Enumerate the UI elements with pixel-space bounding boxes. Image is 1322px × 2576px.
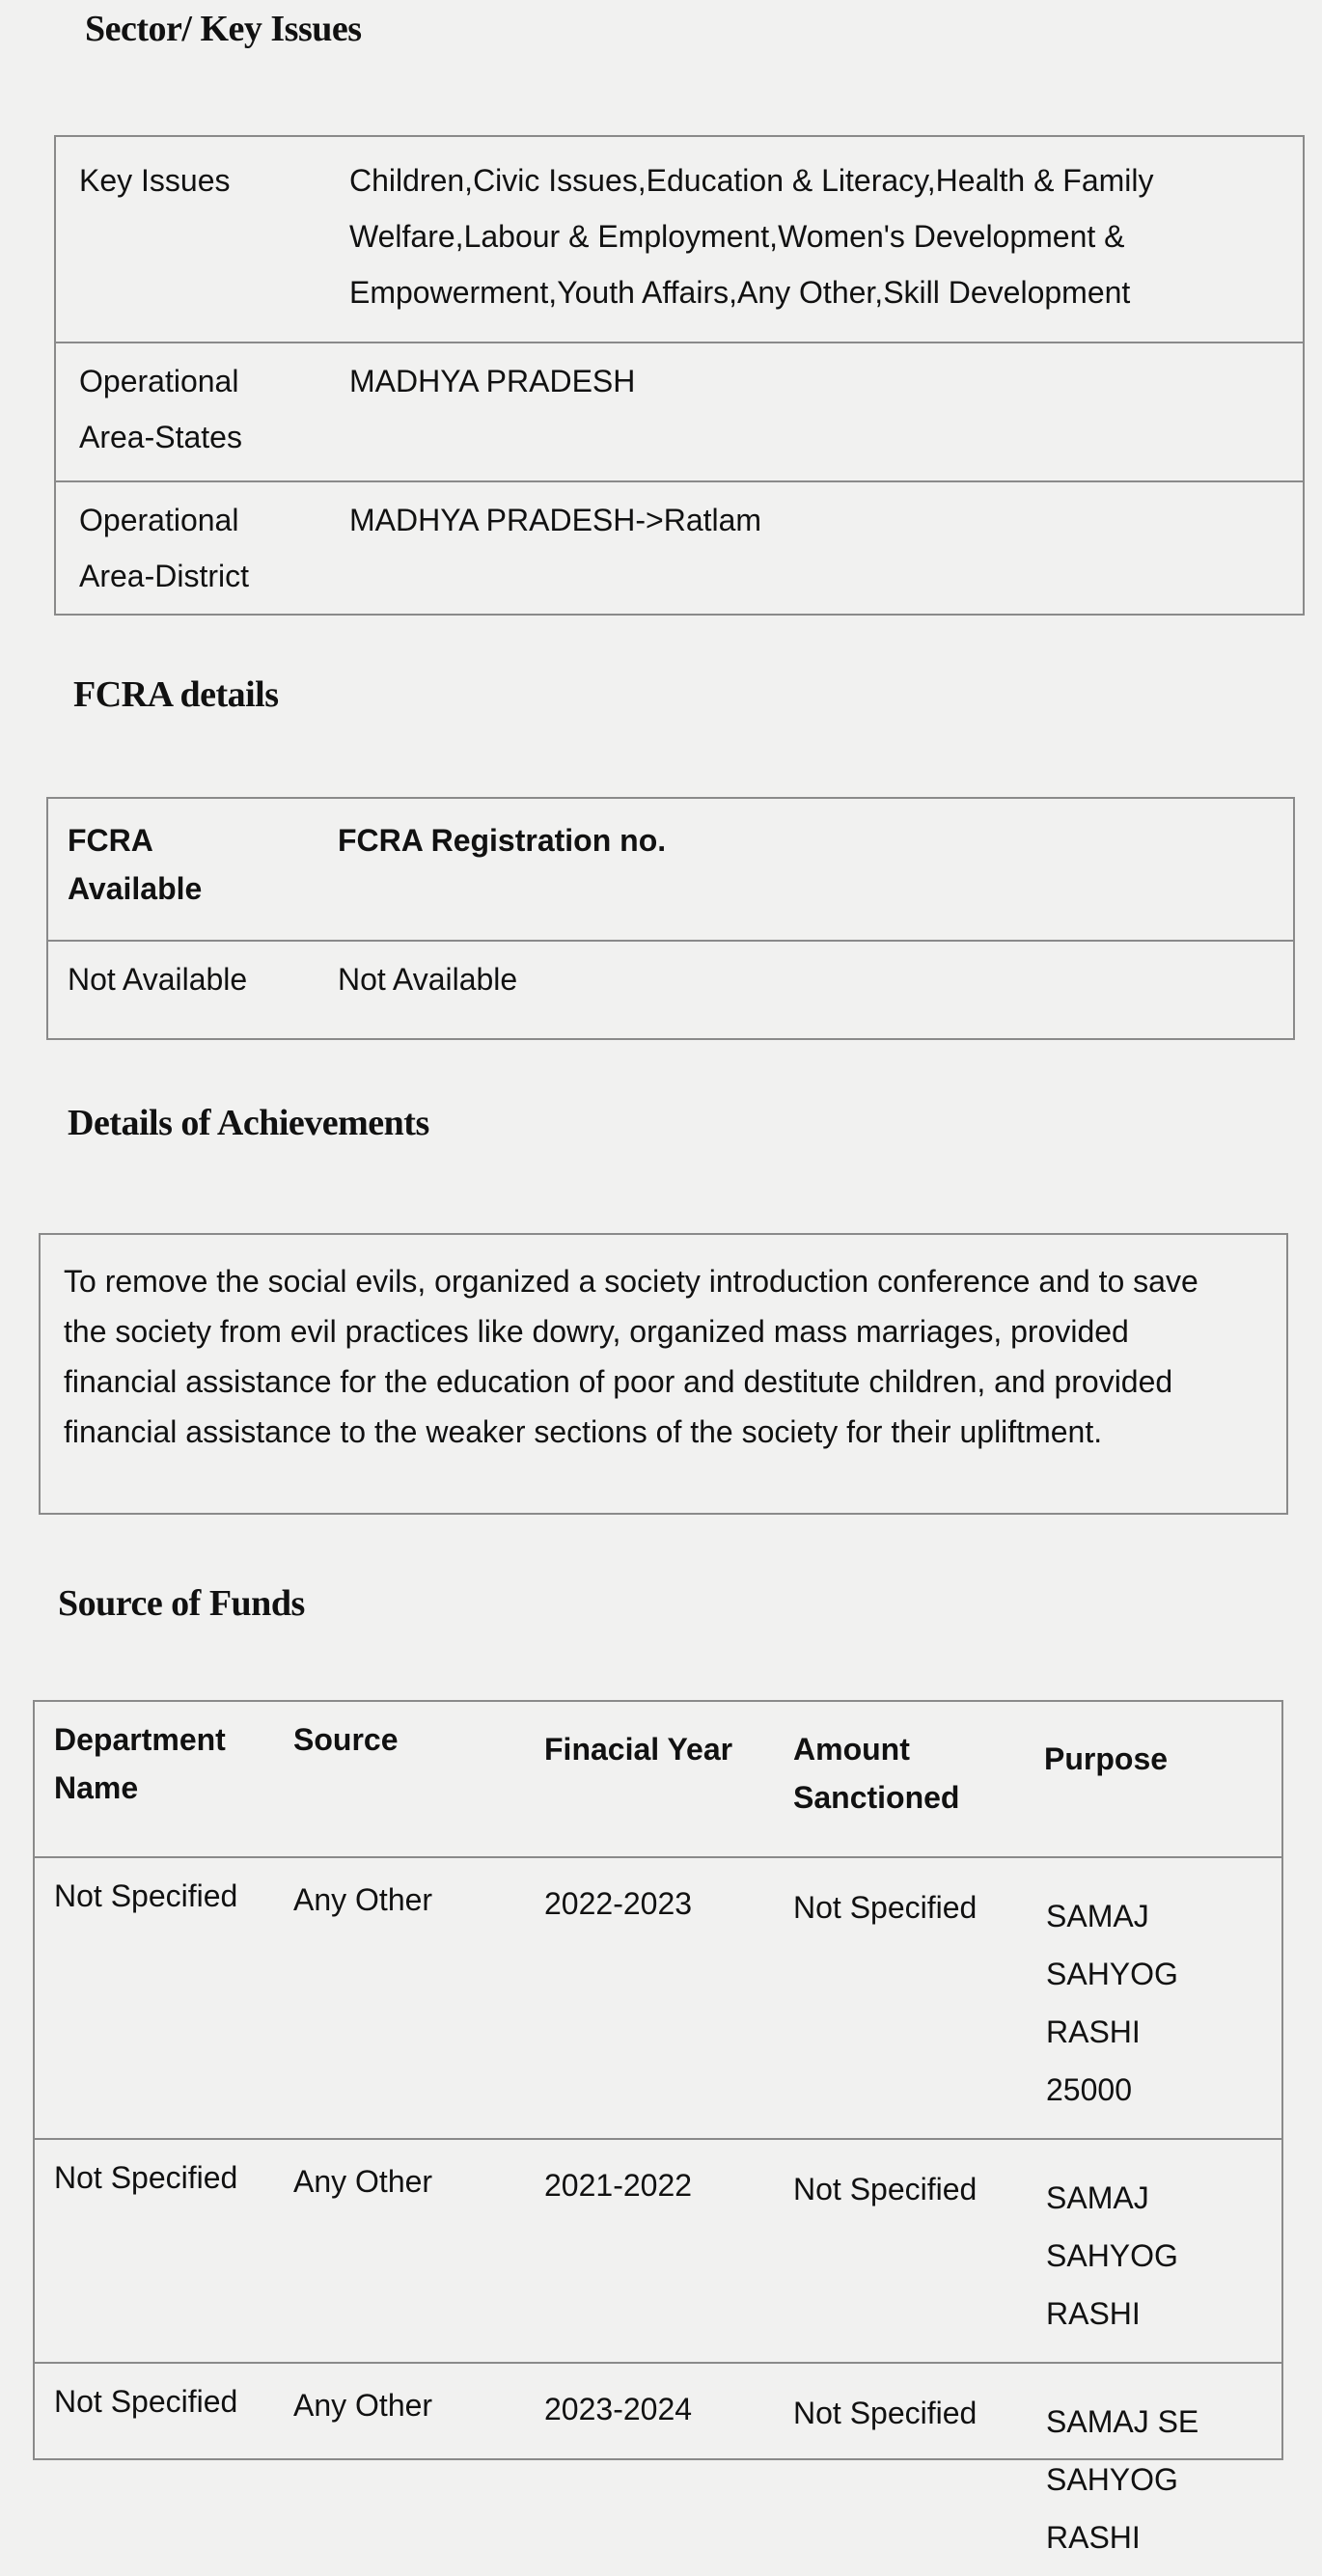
purpose-line: SAMAJ [1046,2180,1149,2215]
purpose-cell [1034,2139,1281,2363]
sector-key-issues-heading: Sector/ Key Issues [85,9,362,49]
table-row [56,137,1303,343]
column-header: Purpose [1044,1741,1169,1776]
year-cell: 2021-2022 [535,2139,784,2363]
department-cell: Not Specified [35,2363,284,2576]
column-header: Finacial Year [544,1732,733,1767]
purpose-line: SAMAJ [1046,1899,1149,1933]
column-header: Amount Sanctioned [793,1732,960,1815]
purpose-line: SAHYOG [1046,1957,1178,1991]
table-cell: Not Available [48,941,338,1017]
achievements-text: To remove the social evils, organized a society introduction conference and to save the society from evil practices like dowry, organized mass marriages, provided financial assistance for the education of poor and destitute children, and provided financial assistance to the weaker sections of the society for their upliftment. [64,1264,1198,1449]
source-of-funds-heading: Source of Funds [58,1583,305,1624]
purpose-line: RASHI [1046,2296,1141,2331]
row-value: Children,Civic Issues,Education & Literacy,Health & Family Welfare,Labour & Employment,Women's Development & Empowerment,Youth Affairs,Any Other,Skill Development [349,163,1154,310]
table-row [56,481,1303,614]
purpose-line: RASHI [1046,2014,1141,2049]
row-value: MADHYA PRADESH->Ratlam [349,481,1303,614]
row-label: Key Issues [79,163,231,198]
row-value: MADHYA PRADESH [349,343,1303,481]
source-cell: Any Other [284,1857,535,2139]
source-cell: Any Other [284,2139,535,2363]
purpose-line: SAHYOG [1046,2462,1178,2497]
table-row [48,941,1293,1017]
achievements-heading: Details of Achievements [68,1103,429,1143]
source-cell: Any Other [284,2363,535,2576]
column-header: FCRA Registration no. [338,823,667,858]
purpose-line: RASHI [1046,2520,1141,2555]
fcra-table [46,797,1295,1040]
department-cell: Not Specified [35,1857,284,2139]
amount-cell: Not Specified [784,2363,1034,2576]
purpose-line: 25000 [1046,2072,1132,2107]
sector-key-issues-table [54,135,1305,616]
row-label: Operational Area-States [56,343,349,481]
table-row [35,1857,1281,2139]
row-label: Operational Area-District [56,481,349,614]
column-header: FCRA Available [68,823,203,906]
source-of-funds-table [33,1700,1283,2555]
table-row [56,343,1303,481]
year-cell: 2022-2023 [535,1857,784,2139]
table-header-row [48,799,1293,941]
purpose-line: SAMAJ SE [1046,2404,1199,2439]
purpose-cell [1034,1857,1281,2139]
column-header: Source [293,1722,399,1757]
department-cell: Not Specified [35,2139,284,2363]
amount-cell: Not Specified [784,1857,1034,2139]
year-cell: 2023-2024 [535,2363,784,2576]
purpose-line: SAHYOG [1046,2238,1178,2273]
table-row [35,2139,1281,2363]
achievements-text-box [39,1233,1288,1515]
fcra-details-heading: FCRA details [73,674,279,715]
column-header: Department Name [54,1722,226,1805]
amount-cell: Not Specified [784,2139,1034,2363]
table-header-row [35,1702,1281,1857]
table-cell: Not Available [338,941,1293,1017]
